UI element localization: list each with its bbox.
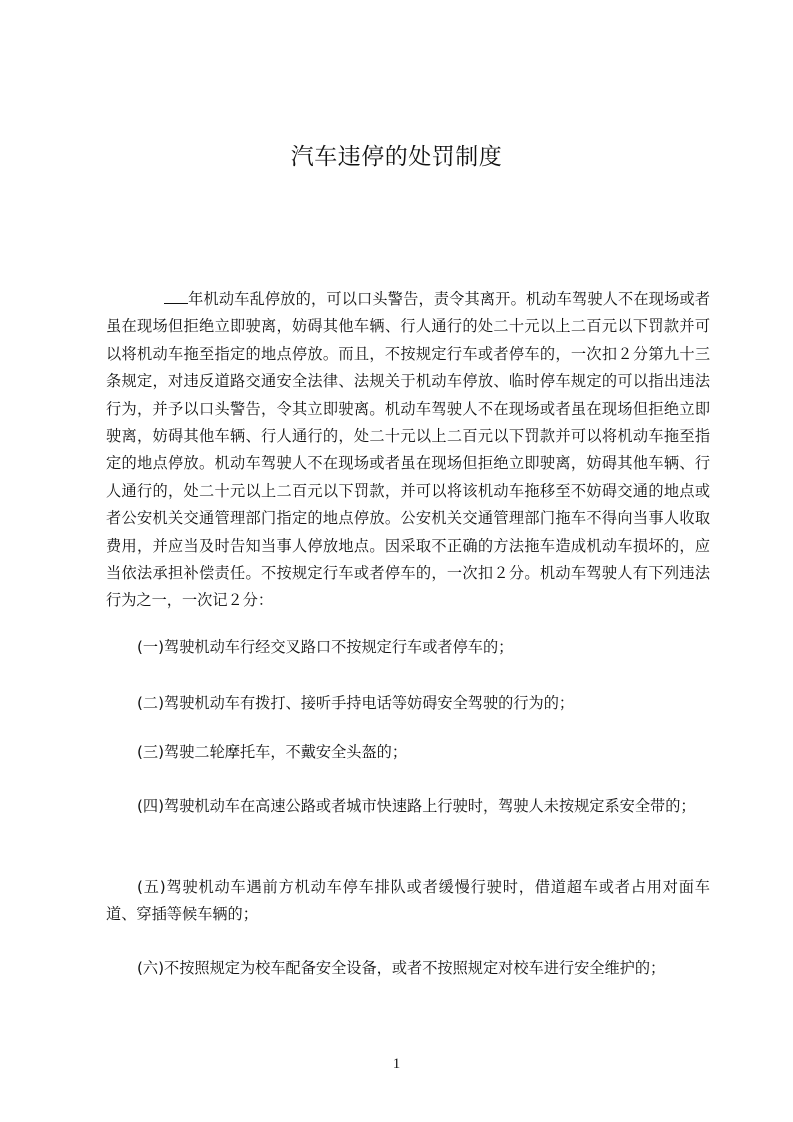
list-item: (五)驾驶机动车遇前方机动车停车排队或者缓慢行驶时，借道超车或者占用对面车道、穿插等候车辆的；: [106, 878, 710, 924]
list-item: (二)驾驶机动车有拨打、接听手持电话等妨碍安全驾驶的行为的；: [137, 694, 575, 712]
list-item: (一)驾驶机动车行经交叉路口不按规定行车或者停车的；: [137, 638, 514, 656]
year-blank: [164, 288, 188, 304]
main-paragraph: [106, 286, 710, 615]
list-item: (四)驾驶机动车在高速公路或者城市快速路上行驶时，驾驶人未按规定系安全带的；: [137, 797, 696, 815]
main-paragraph-text: 年机动车乱停放的，可以口头警告，责令其离开。机动车驾驶人不在现场或者虽在现场但拒绝立即驶离，妨碍其他车辆、行人通行的处二十元以上二百元以下罚款并可以将机动车拖至指定的地点停放。而且，不按规定行车或者停车的，一次扣２分第九十三条规定，对违反道路交通安全法律、法规关于机动车停放、临时停车规定的可以指出违法行为，并予以口头警告，令其立即驶离。机动车驾驶人不在现场或者虽在现场但拒绝立即驶离，妨碍其他车辆、行人通行的，处二十元以上二百元以下罚款并可以将机动车拖至指定的地点停放。机动车驾驶人不在现场或者虽在现场但拒绝立即驶离，妨碍其他车辆、行人通行的，处二十元以上二百元以下罚款，并可以将该机动车拖移至不妨碍交通的地点或者公安机关交通管理部门指定的地点停放。公安机关交通管理部门拖车不得向当事人收取费用，并应当及时告知当事人停放地点。因采取不正确的方法拖车造成机动车损坏的，应当依法承担补偿责任。不按规定行车或者停车的，一次扣２分。机动车驾驶人有下列违法行为之一，一次记２分：: [106, 290, 710, 610]
page-number: 1: [392, 1056, 401, 1072]
document-title: 汽车违停的处罚制度: [290, 144, 503, 170]
list-item: (六)不按照规定为校车配备安全设备，或者不按照规定对校车进行安全维护的；: [137, 959, 666, 977]
list-item: (三)驾驶二轮摩托车，不戴安全头盔的；: [137, 743, 408, 761]
